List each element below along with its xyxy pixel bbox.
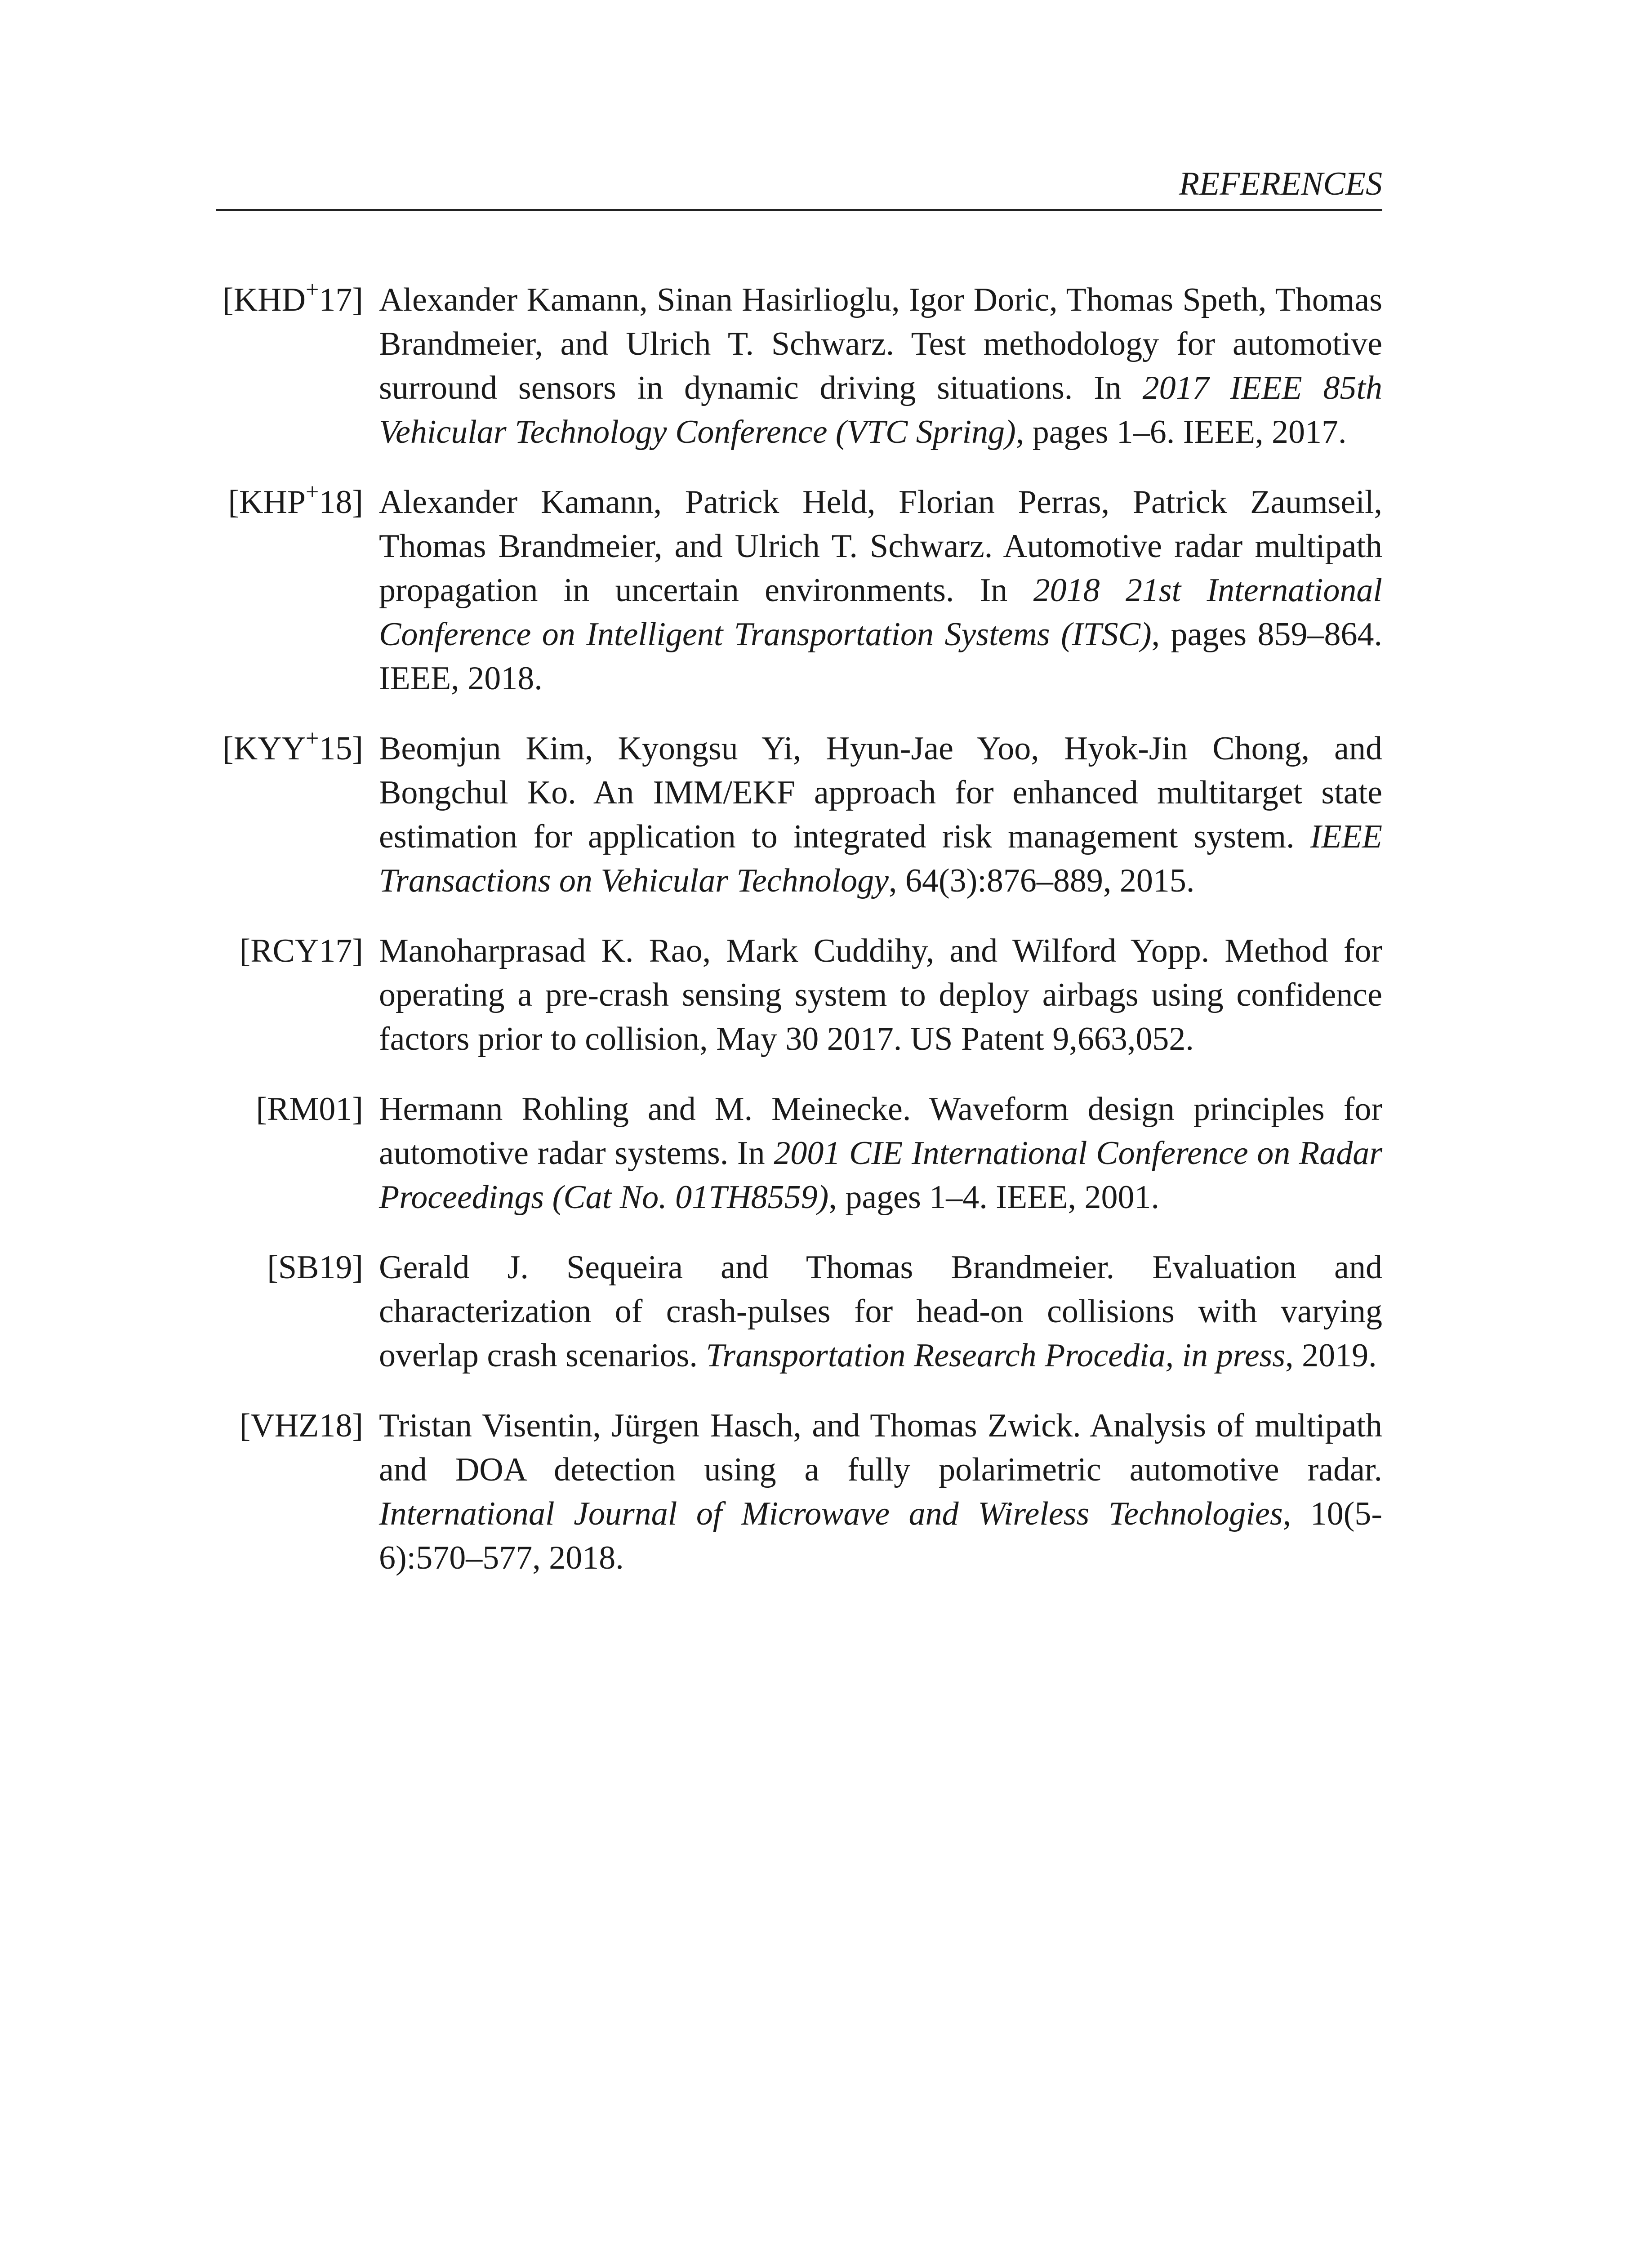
- reference-item: [216, 1245, 1382, 1378]
- reference-item: [216, 929, 1382, 1061]
- reference-key: [KHD+17]: [223, 277, 363, 318]
- reference-title: Analysis of multipath and DOA detection using a fully polarimetric automotive radar.: [379, 1407, 1382, 1488]
- reference-key: [SB19]: [267, 1249, 363, 1286]
- reference-authors: Gerald J. Sequeira and Thomas Brandmeier.: [379, 1249, 1153, 1286]
- reference-title: Evaluation and characterization of crash-pulses for head-on collisions with varying overlap crash scenarios.: [379, 1249, 1382, 1374]
- reference-venue: Transportation Research Procedia, in press: [706, 1337, 1286, 1374]
- reference-venue: 2018 21st International Conference on Intelligent Transportation Systems (ITSC): [379, 572, 1382, 653]
- running-header: REFERENCES: [1179, 165, 1382, 202]
- reference-item: [216, 1087, 1382, 1219]
- reference-authors: Alexander Kamann, Patrick Held, Florian Perras, Patrick Zaumseil, Thomas Brandmeier, and Ulrich T. Schwarz.: [379, 484, 1382, 565]
- reference-item: [216, 278, 1382, 454]
- reference-tail: , pages 1–4. IEEE, 2001.: [828, 1179, 1160, 1216]
- reference-title: Automotive radar multipath propagation in uncertain environments. In: [379, 528, 1382, 609]
- reference-text: [379, 1245, 1382, 1378]
- reference-title: Test methodology for automotive surround sensors in dynamic driving situations. In: [379, 326, 1382, 406]
- reference-authors: Tristan Visentin, Jürgen Hasch, and Thomas Zwick.: [379, 1407, 1090, 1444]
- reference-tail: , pages 859–864. IEEE, 2018.: [379, 616, 1382, 697]
- reference-key: [RCY17]: [239, 932, 363, 969]
- reference-title: An IMM/EKF approach for enhanced multitarget state estimation for application to integrated risk management system.: [379, 774, 1382, 855]
- reference-item: [216, 727, 1382, 903]
- reference-text: [379, 929, 1382, 1061]
- reference-venue: IEEE Transactions on Vehicular Technology: [379, 818, 1382, 899]
- reference-tail: , pages 1–6. IEEE, 2017.: [1015, 414, 1347, 450]
- reference-authors: Manoharprasad K. Rao, Mark Cuddihy, and Wilford Yopp.: [379, 932, 1225, 969]
- reference-list: [216, 278, 1382, 1606]
- reference-venue: 2017 IEEE 85th Vehicular Technology Conference (VTC Spring): [379, 370, 1383, 450]
- reference-tail: , 64(3):876–889, 2015.: [889, 862, 1195, 899]
- reference-authors: Alexander Kamann, Sinan Hasirlioglu, Igor Doric, Thomas Speth, Thomas Brandmeier, and Ulrich T. Schwarz.: [379, 281, 1382, 362]
- reference-title: Waveform design principles for automotive radar systems. In: [379, 1091, 1383, 1172]
- reference-text: [379, 278, 1382, 454]
- reference-venue: 2001 CIE International Conference on Radar Proceedings (Cat No. 01TH8559): [379, 1135, 1383, 1216]
- reference-authors: Hermann Rohling and M. Meinecke.: [379, 1091, 930, 1128]
- reference-key: [RM01]: [256, 1091, 363, 1128]
- reference-text: [379, 480, 1382, 700]
- reference-authors: Beomjun Kim, Kyongsu Yi, Hyun-Jae Yoo, Hyok-Jin Chong, and Bongchul Ko.: [379, 730, 1382, 811]
- reference-tail: , 10(5-6):570–577, 2018.: [379, 1495, 1382, 1576]
- header-rule: [216, 209, 1382, 211]
- reference-text: [379, 1087, 1382, 1219]
- reference-text: [379, 727, 1382, 903]
- reference-tail: , 2019.: [1285, 1337, 1377, 1374]
- reference-key: [KHP+18]: [228, 479, 363, 521]
- reference-title: Method for operating a pre-crash sensing system to deploy airbags using confidence factors prior to collision, May 30 2017. US Patent 9,663,052.: [379, 932, 1382, 1057]
- reference-venue: International Journal of Microwave and Wireless Technologies: [379, 1495, 1283, 1532]
- reference-key: [VHZ18]: [239, 1407, 363, 1444]
- reference-text: [379, 1404, 1382, 1580]
- reference-item: [216, 1404, 1382, 1580]
- reference-key: [KYY+15]: [223, 726, 363, 767]
- reference-item: [216, 480, 1382, 700]
